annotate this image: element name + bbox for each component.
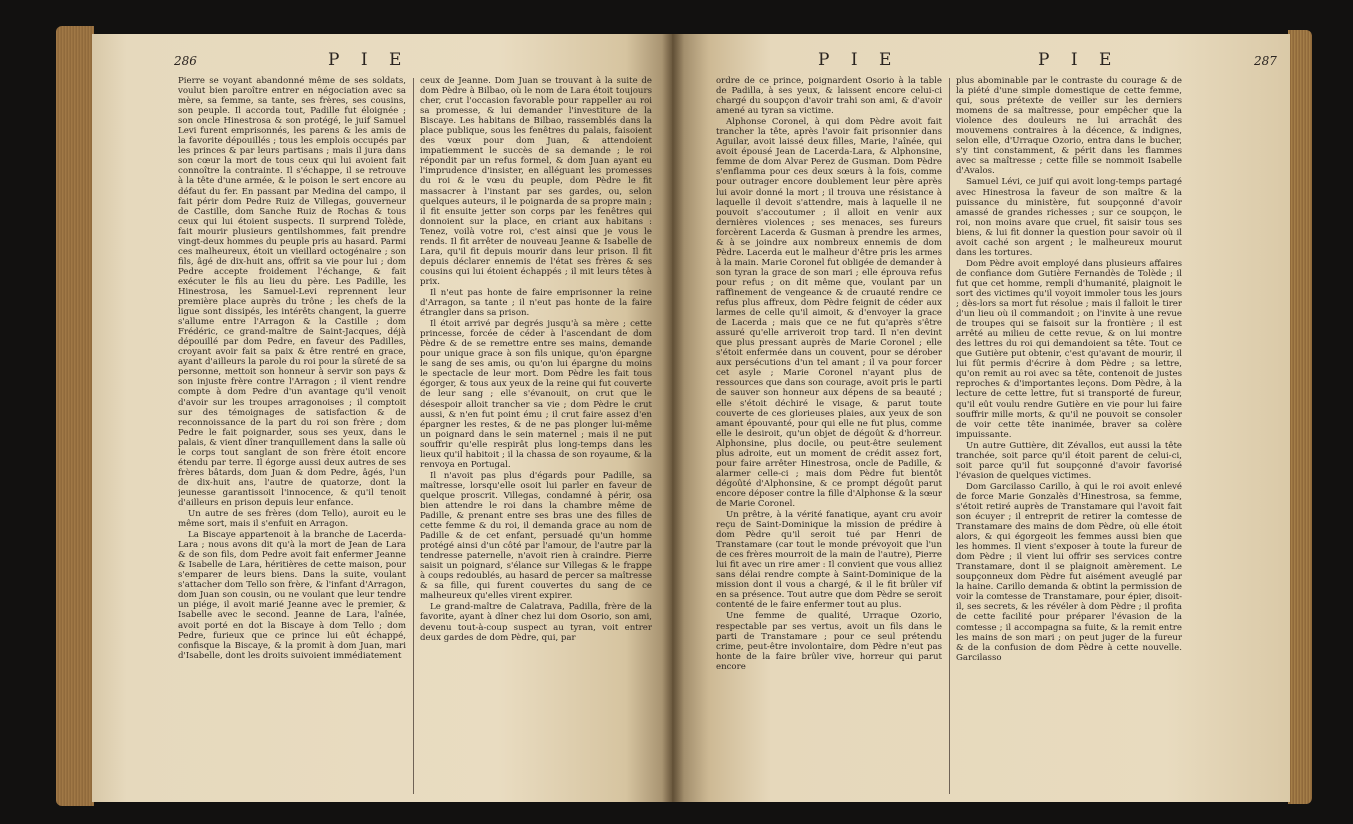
left-column-1 bbox=[178, 76, 406, 796]
right-page bbox=[672, 34, 1290, 802]
column-rule bbox=[413, 78, 414, 794]
paragraph: Dom Pèdre avoit employé dans plusieurs affaires de confiance dom Gutière Fernandès de Tolède ; il fut que cet homme, rempli d'humanité, plaignoit le sort des victimes qu'il voyoit immoler tous les jours ; dès-lors sa mort fut résolue ; mais il falloit le tirer d'un lieu où il commandoit ; on l'invite à une revue de troupes qui se faisoit sur la frontière ; il est arrêté au milieu de cette revue, & on lui montre des lettres du roi qui demandoient sa tête. Tout ce que Gutière put obtenir, c'est qu'avant de mourir, il lui fût permis d'écrire à dom Pèdre ; sa lettre, qu'on remit au roi avec sa tête, contenoit de justes reproches & d'importantes leçons. Dom Pèdre, à la lecture de cette lettre, fut si transporté de fureur, qu'il eût voulu rendre Gutière en vie pour lui faire souffrir mille morts, & qu'il ne pouvoit se consoler de voir cette tête inanimée, braver sa colère impuissante. bbox=[956, 258, 1182, 440]
paragraph: Une femme de qualité, Urraque Ozorio, respectable par ses vertus, avoit un fils dans le parti de Transtamare ; pour ce seul prétendu crime, peut-être involontaire, dom Pèdre n'eut pas honte de la faire brûler vive, horreur qui parut encore bbox=[716, 611, 942, 672]
left-running-head: P I E bbox=[328, 50, 410, 70]
paragraph: Un autre de ses frères (dom Tello), auroit eu le même sort, mais il s'enfuit en Arragon. bbox=[178, 509, 406, 530]
paragraph: Dom Garcilasso Carillo, à qui le roi avoit enlevé de force Marie Gonzalès d'Hinestrosa, sa femme, s'étoit retiré auprès de Transtamare qui l'avoit fait son écuyer ; il entreprit de retirer la comtesse de Transtamare des mains de dom Pèdre, où elle étoit alors, & qui égorgeoit les femmes aussi bien que les hommes. Il vient s'exposer à toute la fureur de dom Pèdre ; il vient lui offrir ses services contre Transtamare, dont il se plaignoit amèrement. Le soupçonneux dom Pèdre fut aisément aveuglé par la haine. Carillo demanda & obtint la permission de voir la comtesse de Transtamare, pour épier, disoit-il, ses secrets, & les révéler à dom Pèdre ; il profita de cette facilité pour préparer l'évasion de la comtesse ; il accompagna sa fuite, & la remit entre les mains de son mari ; on peut juger de la fureur & de la confusion de dom Pèdre à cette nouvelle. Garcilasso bbox=[956, 481, 1182, 663]
paragraph: La Biscaye appartenoit à la branche de Lacerda-Lara ; nous avons dit qu'à la mort de Jean de Lara & de son fils, dom Pedre avoit fait enfermer Jeanne & Isabelle de Lara, héritières de cette maison, pour s'emparer de leurs biens. Dans la suite, voulant s'attacher dom Tello son frère, & l'infant d'Arragon, dom Juan son cousin, ou ne voulant que leur tendre un piége, il avoit marié Jeanne avec le premier, & Isabelle avec le second. Jeanne de Lara, l'aînée, avoit porté en dot la Biscaye à dom Tello ; dom Pedre, furieux que ce prince lui eût échappé, confisque la Biscaye, & la promit à dom Juan, mari d'Isabelle, dont les droits suivoient immédiatement bbox=[178, 530, 406, 661]
paragraph: Il n'avoit pas plus d'égards pour Padille, sa maîtresse, lorsqu'elle osoit lui parler en faveur de quelque proscrit. Villegas, condamné à périr, osa bien attendre le roi dans la chambre même de Padille, & prenant entre ses bras une des filles de cette femme & du roi, il demanda grace au nom de Padille & de cet enfant, persuadé qu'un homme protégé ainsi d'un côté par l'amour, de l'autre par la tendresse paternelle, n'avoit rien à craindre. Pierre saisit un poignard, s'élance sur Villegas & le frappe à coups redoublés, au hasard de percer sa maîtresse & sa fille, qui furent couvertes du sang de ce malheureux qu'elles virent expirer. bbox=[420, 470, 652, 602]
left-column-2 bbox=[420, 76, 652, 796]
page-edges-right bbox=[1288, 30, 1312, 804]
paragraph: Pierre se voyant abandonné même de ses soldats, voulut bien paroître entrer en négociation avec sa mère, sa femme, sa tante, ses frères, ses cousins, son peuple. Il accorda tout, Padille fut éloignée ; son oncle Hinestrosa & son protégé, le juif Samuel Levi furent emprisonnés, les parens & les amis de la favorite dépouillés ; tous les emplois occupés par les princes & par leurs partisans ; mais il jura dans son cœur la mort de tous ceux qui lui avoient fait connoître la contrainte. Il s'échappe, il se retrouve à la tête d'une armée, & le poison le sert encore au défaut du fer. En passant par Medina del campo, il fait périr dom Pedre Ruiz de Villegas, gouverneur de Castille, dom Sanche Ruiz de Rochas & tous ceux qui lui étoient suspects. Il surprend Tolède, fait mourir plusieurs gentilshommes, fait prendre vingt-deux hommes du peuple pris au hasard. Parmi ces malheureux, étoit un vieillard octogénaire ; son fils, âgé de dix-huit ans, offrit sa vie pour lui ; dom Pedre accepte froidement l'échange, & fait exécuter le fils au lieu du père. Les Padille, les Hinestrosa, les Samuel-Levi reprennent leur première place auprès du trône ; les chefs de la ligue sont dissipés, les intérêts changent, la guerre s'allume entre l'Arragon & la Castille ; dom Frédéric, ce grand-maître de Saint-Jacques, déjà dépouillé par dom Pedre, en faveur des Padilles, croyant avoir fait sa paix & être rentré en grace, ayant d'ailleurs la parole du roi pour la sûreté de sa personne, mettoit son honneur à servir son pays & son injuste frère contre l'Arragon ; il vient rendre compte à dom Pedre d'un avantage qu'il venoit d'avoir sur les troupes arragonoises ; il comptoit sur des témoignages de satisfaction & de reconnoissance de la part du roi son frère ; dom Pedre le fait poignarder, sous ses yeux, dans le palais, & vient dîner tranquillement dans la salle où le corps tout sanglant de son frère étoit encore étendu par terre. Il égorge aussi deux autres de ses frères bâtards, dom Juan & dom Pedre, âgés, l'un de dix-huit ans, l'autre de quatorze, dont la jeunesse garantissoit l'innocence, & qu'il tenoit d'ailleurs en prison depuis leur enfance. bbox=[178, 76, 406, 508]
paragraph: Samuel Lévi, ce juif qui avoit long-temps partagé avec Hinestrosa la faveur de son maître & la puissance du ministère, fut soupçonné d'avoir amassé de grandes richesses ; sur ce soupçon, le roi, non moins avare que cruel, fit saisir tous ses biens, & lui fit donner la question pour savoir où il avoit caché son argent ; le malheureux mourut dans les tortures. bbox=[956, 177, 1182, 258]
right-running-head-left: P I E bbox=[818, 50, 900, 70]
paragraph: plus abominable par le contraste du courage & de la piété d'une simple domestique de cette femme, qui, sous prétexte de veiller sur les derniers momens de sa maîtresse, pour empêcher que la violence des douleurs ne lui arrachât des mouvemens contraires à la décence, & indignes, selon elle, d'Urraque Ozorio, entra dans le bucher, s'y tint constamment, & périt dans les flammes avec sa maîtresse ; cette fille se nommoit Isabelle d'Avalos. bbox=[956, 76, 1182, 177]
paragraph: Un prêtre, à la vérité fanatique, ayant cru avoir reçu de Saint-Dominique la mission de prédire à dom Pèdre qu'il seroit tué par Henri de Transtamare (car tout le monde prévoyoit que l'un de ces frères mourroit de la main de l'autre), Pierre lui fit avec un rire amer : Il convient que vous alliez sans délai rendre compte à Saint-Dominique de la mission dont il vous a chargé, & il le fit brûler vif en sa présence. Tout autre que dom Pèdre se seroit contenté de le faire enfermer tout au plus. bbox=[716, 510, 942, 611]
right-column-1 bbox=[716, 76, 942, 796]
paragraph: Il étoit arrivé par degrés jusqu'à sa mère ; cette princesse, forcée de céder à l'ascendant de dom Pèdre & de se remettre entre ses mains, demande pour unique grace à son fils unique, qu'on épargne le sang de ses amis, ou qu'on lui épargne du moins le spectacle de leur mort. Dom Pèdre les fait tous égorger, & tous aux yeux de la reine qui fut couverte de leur sang ; elle s'évanouit, on crut que le désespoir alloit trancher sa vie ; dom Pèdre le crut aussi, & n'en fut point ému ; il crut faire assez d'en épargner les restes, & de ne pas plonger lui-même un poignard dans le sein maternel ; mais il ne put souffrir qu'elle respirât plus long-temps dans les lieux qu'il habitoit ; il la chassa de son royaume, & la renvoya en Portugal. bbox=[420, 319, 652, 470]
paragraph: Un autre Guttière, dit Zévallos, eut aussi la tête tranchée, soit parce qu'il étoit parent de celui-ci, soit parce qu'il fut soupçonné d'avoir favorisé l'évasion de quelques victimes. bbox=[956, 440, 1182, 481]
page-edges-left bbox=[56, 26, 94, 806]
paragraph: Le grand-maître de Calatrava, Padilla, frère de la favorite, ayant à dîner chez lui dom Osorio, son ami, devenu tout-à-coup suspect au tyran, voit entrer deux gardes de dom Pèdre, qui, par bbox=[420, 602, 652, 643]
book-gutter bbox=[662, 34, 684, 802]
paragraph: Alphonse Coronel, à qui dom Pèdre avoit fait trancher la tête, après l'avoir fait prisonnier dans Aguilar, avoit laissé deux filles, Marie, l'aînée, qui avoit épousé Jean de Lacerda-Lara, & Alphonsine, femme de dom Alvar Perez de Gusman. Dom Pèdre s'enflamma pour ces deux sœurs à la fois, comme pour outrager encore doublement leur père après lui avoir donné la mort ; il trouva une résistance à laquelle il devoit s'attendre, mais à laquelle il ne pouvoit s'accoutumer ; il alloit en venir aux dernières violences ; ses menaces, ses fureurs forcèrent Lacerda & Gusman à prendre les armes, & à se joindre aux nombreux ennemis de dom Pèdre. Lacerda eut le malheur d'être pris les armes à la main. Marie Coronel fut obligée de demander à son tyran la grace de son mari ; elle éprouva refus pour refus ; on dit même que, voulant par un raffinement de vengeance & de cruauté rendre ce refus plus affreux, dom Pèdre feignit de céder aux larmes de celle qu'il aimoit, & d'envoyer la grace de Lacerda ; mais que ce ne fut qu'après s'être assuré qu'elle arriveroit trop tard. Il n'en devint que plus pressant auprès de Marie Coronel ; elle s'étoit enfermée dans un couvent, pour se dérober aux persécutions d'un tel amant ; il va pour forcer cet asyle ; Marie Coronel n'ayant plus de ressources que dans son courage, avoit pris le parti de sauver son honneur aux dépens de sa beauté ; elle s'étoit déchiré le visage, & parut toute couverte de ces glorieuses plaies, aux yeux de son amant épouvanté, pour qui elle ne fut plus, comme elle le desiroit, qu'un objet de dégoût & d'horreur. Alphonsine, plus docile, ou peut-être seulement plus adroite, eut un moment de crédit assez fort, pour faire arrêter Hinestrosa, oncle de Padille, & alarmer celle-ci ; mais dom Pèdre fut bientôt dégoûté d'Alphonsine, & ce prompt dégoût parut encore déposer contre la fille d'Alphonse & la sœur de Marie Coronel. bbox=[716, 117, 942, 509]
right-column-2 bbox=[956, 76, 1182, 796]
left-page-number: 286 bbox=[174, 54, 197, 68]
column-rule bbox=[949, 78, 950, 794]
paragraph: ordre de ce prince, poignardent Osorio à la table de Padilla, à ses yeux, & laissent encore celui-ci chargé du soupçon d'avoir trahi son ami, & d'avoir amené au tyran sa victime. bbox=[716, 76, 942, 117]
paragraph: Il n'eut pas honte de faire emprisonner la reine d'Arragon, sa tante ; il n'eut pas honte de la faire étrangler dans sa prison. bbox=[420, 287, 652, 319]
left-page bbox=[92, 34, 672, 802]
right-page-number: 287 bbox=[1254, 54, 1277, 68]
paragraph: ceux de Jeanne. Dom Juan se trouvant à la suite de dom Pèdre à Bilbao, où le nom de Lara étoit toujours cher, crut l'occasion favorable pour rappeller au roi sa promesse, & lui demander l'investiture de la Biscaye. Les habitans de Bilbao, rassemblés dans la place publique, sous les fenêtres du palais, faisoient des vœux pour dom Juan, & attendoient impatiemment le succès de sa demande ; le roi répondit par un refus formel, & dom Juan ayant eu l'imprudence d'insister, en alléguant les promesses du roi & le vœu du peuple, dom Pèdre le fit massacrer à l'instant par ses gardes, ou, selon quelques auteurs, il le poignarda de sa propre main ; il fit ensuite jetter son corps par les fenêtres qui donnoient sur la place, en criant aux habitans : Tenez, voilà votre roi, c'est ainsi que je vous le rends. Il fit arrêter de nouveau Jeanne & Isabelle de Lara, qu'il fit depuis mourir dans leur prison. Il fit depuis déclarer ennemis de l'état ses frères & ses cousins qui lui étoient échappés ; il mit leurs têtes à prix. bbox=[420, 76, 652, 287]
right-running-head-right: P I E bbox=[1038, 50, 1120, 70]
